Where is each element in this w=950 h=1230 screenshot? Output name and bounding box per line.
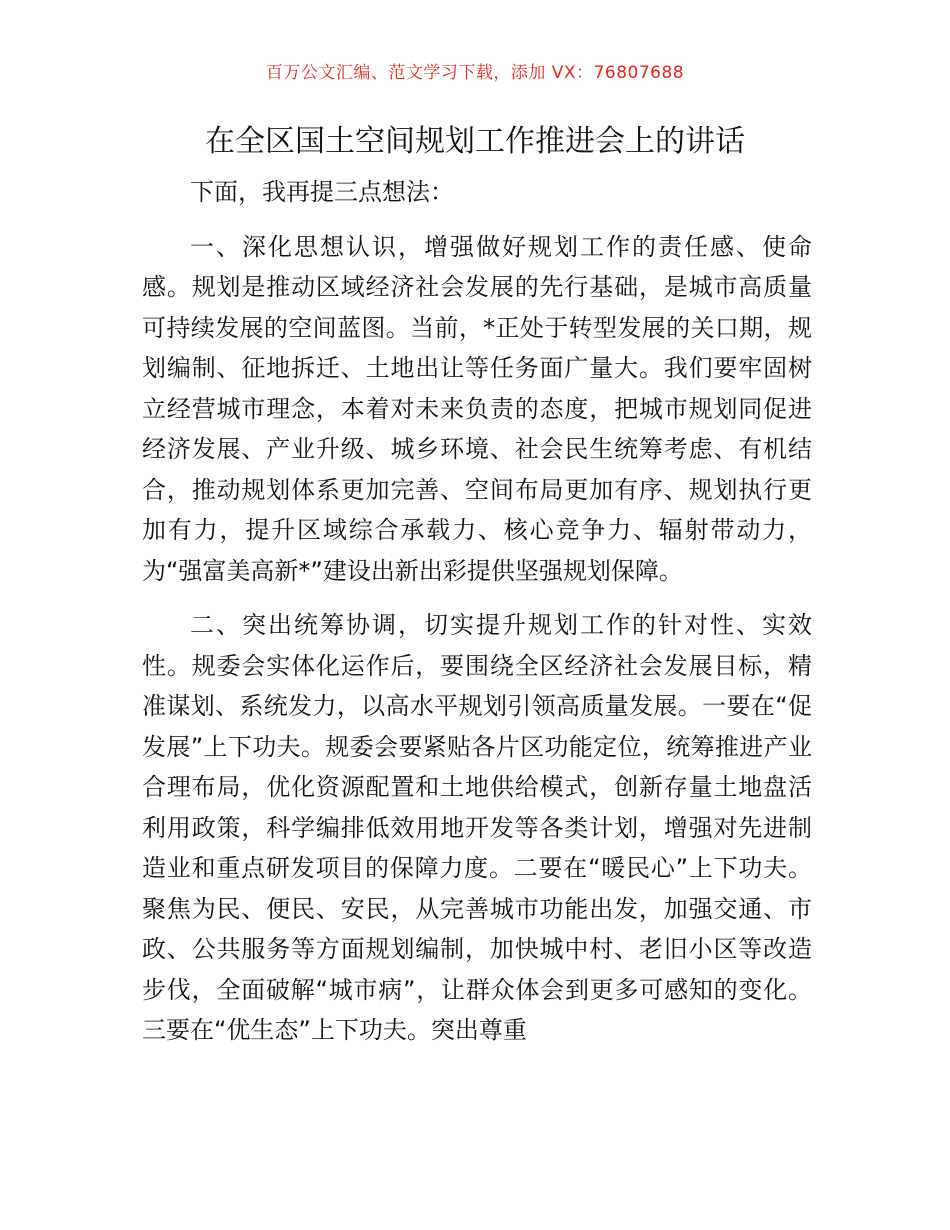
watermark-banner: 百万公文汇编、范文学习下载，添加 VX：76807688 xyxy=(265,63,685,83)
paragraph-intro: 下面，我再提三点想法： xyxy=(190,178,454,206)
paragraph-point-one: 一、深化思想认识，增强做好规划工作的责任感、使命感。规划是推动区域经济社会发展的先行基础，是城市高质量可持续发展的空间蓝图。当前，*正处于转型发展的关口期，规划编制、征地拆迁、土地出让等任务面广量大。我们要牢固树立经营城市理念，本着对未来负责的态度，把城市规划同促进经济发展、产业升级、城乡环境、社会民生统筹考虑、有机结合，推动规划体系更加完善、空间布局更加有序、规划执行更加有力，提升区域综合承载力、核心竞争力、辐射带动力，为“强富美高新*”建设出新出彩提供坚强规划保障。 xyxy=(142,232,812,585)
document-title: 在全区国土空间规划工作推进会上的讲话 xyxy=(205,124,745,159)
document-body xyxy=(142,172,812,1065)
paragraph-point-two: 二、突出统筹协调，切实提升规划工作的针对性、实效性。规委会实体化运作后，要围绕全区经济社会发展目标，精准谋划、系统发力，以高水平规划引领高质量发展。一要在“促发展”上下功夫。规委会要紧贴各片区功能定位，统筹推进产业合理布局，优化资源配置和土地供给模式，创新存量土地盘活利用政策，科学编排低效用地开发等各类计划，增强对先进制造业和重点研发项目的保障力度。二要在“暖民心”上下功夫。聚焦为民、便民、安民，从完善城市功能出发，加强交通、市政、公共服务等方面规划编制，加快城中村、老旧小区等改造步伐，全面破解“城市病”，让群众体会到更多可感知的变化。三要在“优生态”上下功夫。突出尊重 xyxy=(142,611,812,1044)
